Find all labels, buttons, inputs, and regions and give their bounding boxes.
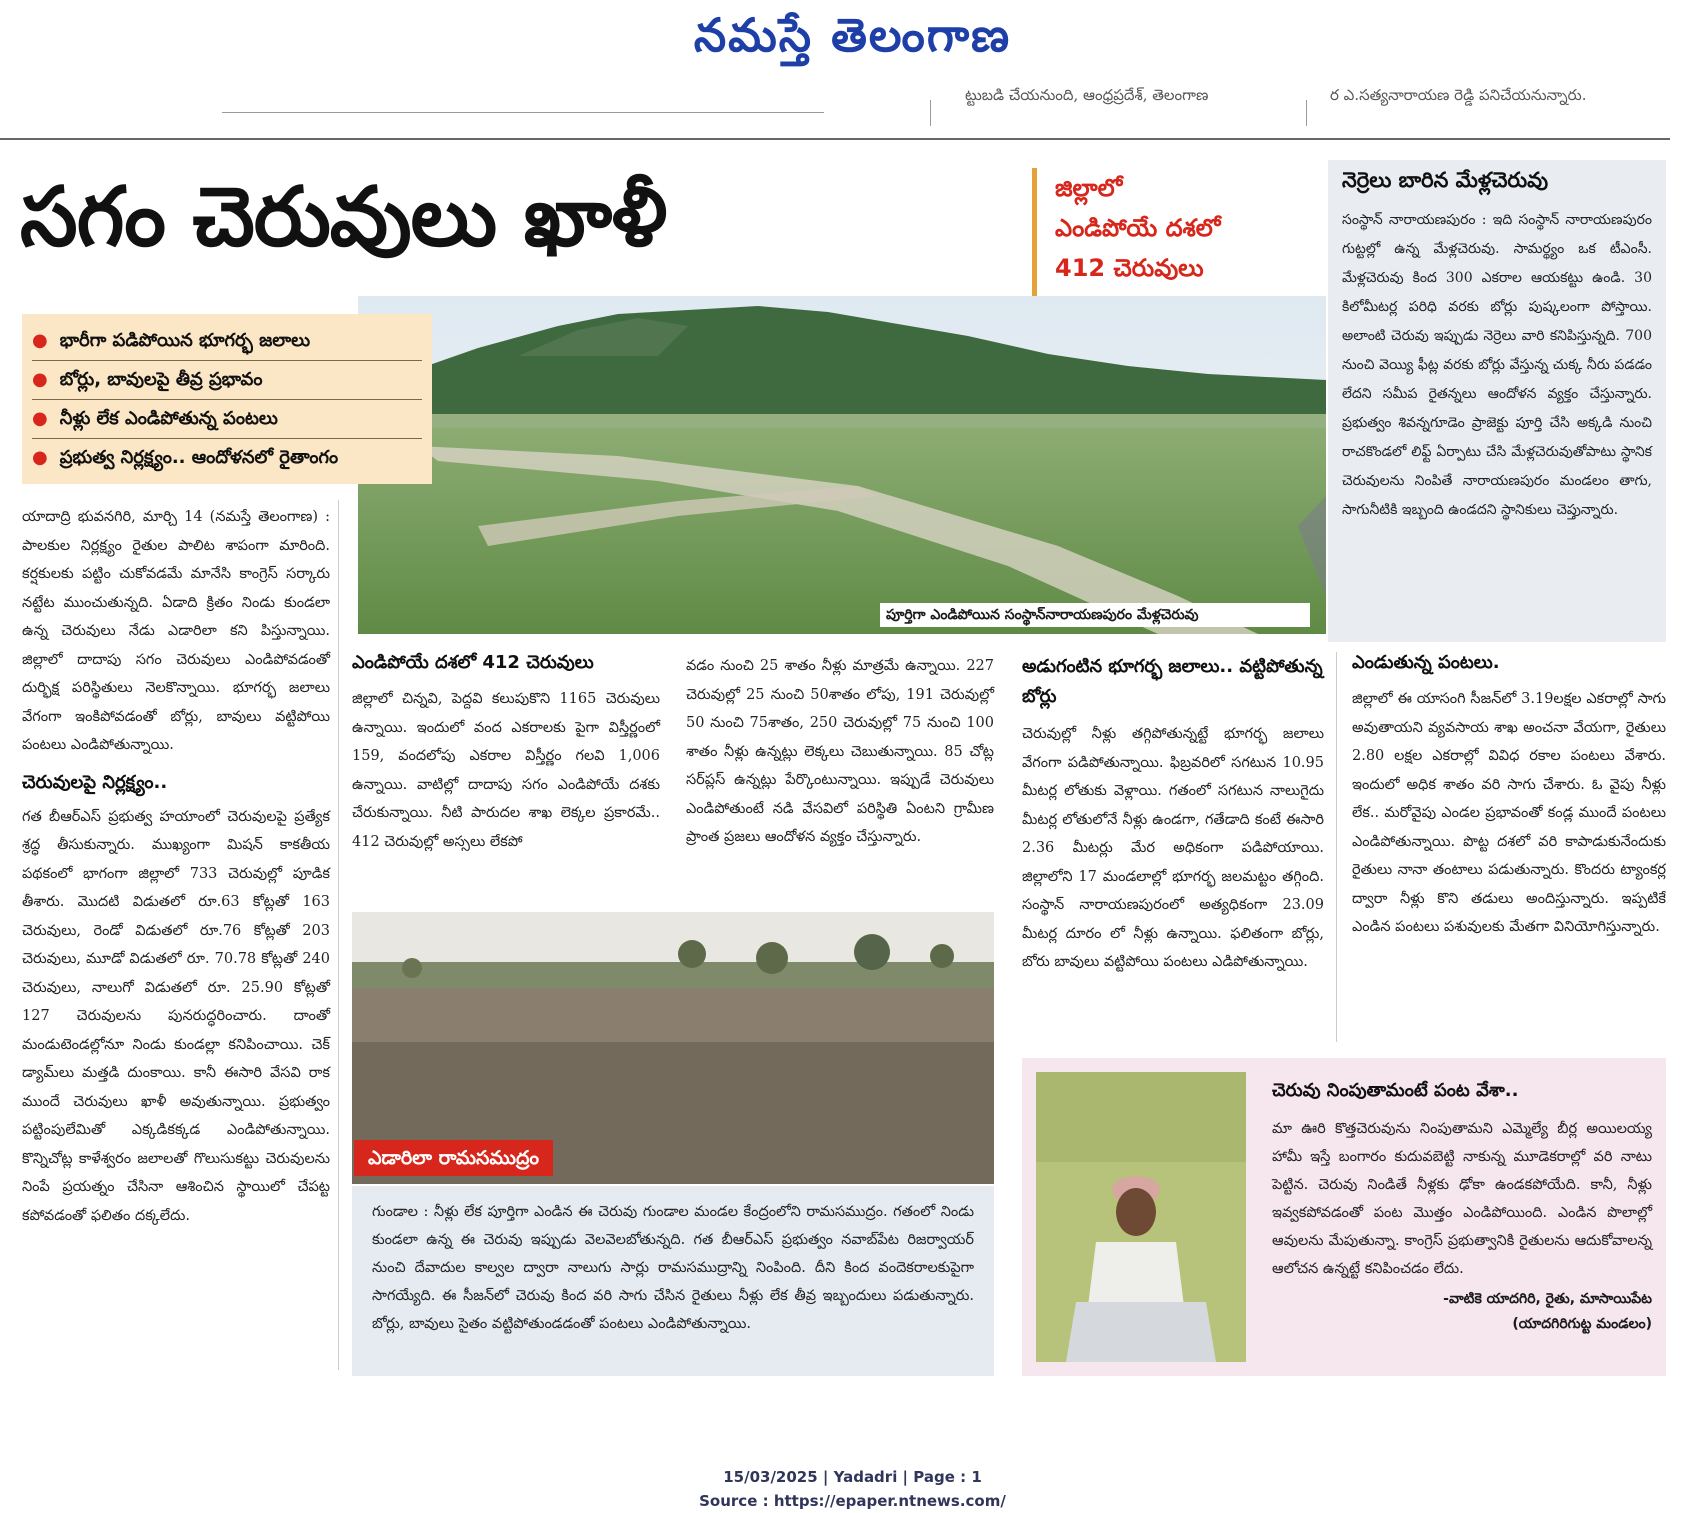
footer-date-page: 15/03/2025 | Yadadri | Page : 1 bbox=[723, 1468, 982, 1486]
farmer-photo bbox=[1036, 1072, 1246, 1362]
top-strip-fragment-mid: ట్టుబడి చేయనుంది, ఆంధ్రప్రదేశ్, తెలంగాణ bbox=[965, 86, 1209, 104]
photo1-caption: పూర్తిగా ఎండిపోయిన సంస్థాన్‌నారాయణపురం మేళ్లచెరువు bbox=[880, 603, 1310, 627]
article-column-1 bbox=[22, 503, 330, 1230]
highlight-item: ● నీళ్లు లేక ఎండిపోతున్న పంటలు bbox=[32, 400, 422, 439]
headline-callout bbox=[1032, 168, 1302, 296]
article-column-4 bbox=[1022, 652, 1324, 977]
subheading-neglect: చెరువులపై నిర్లక్ష్యం.. bbox=[22, 771, 168, 793]
quote-attribution: -వాటికె యాదగిరి, రైతు, మాసాయిపేట bbox=[1443, 1291, 1652, 1307]
highlight-item: ● బోర్లు, బావులపై తీవ్ర ప్రభావం bbox=[32, 361, 422, 400]
highlight-item: ● ప్రభుత్వ నిర్లక్ష్యం.. ఆందోళనలో రైతాంగం bbox=[32, 447, 339, 468]
column-divider bbox=[1336, 652, 1337, 1042]
article-body-col4: చెరువుల్లో నీళ్లు తగ్గిపోతున్నట్టే భూగర్భ జలాలు వేగంగా పడిపోతున్నాయి. ఫిబ్రవరిలో సగటున 10.95 మీటర్ల లోతుకు వెళ్లాయి. గతంలో సగటున నాలుగైదు మీటర్ల లోతులోనే నీళ్లు ఉండగా, గతేడాది కంటే ఈసారి 2.36 మీటర్లు మేర అధికంగా పడిపోయాయి. జిల్లాలోని 17 మండలాల్లో భూగర్భ జలమట్టం తగ్గింది. సంస్థాన్ నారాయణపురంలో అత్యధికంగా 23.09 మీటర్ల దూరం లో నీళ్లు ఉన్నాయి. ఫలితంగా బోర్లు, బోరు బావులు వట్టిపోయి పంటలు ఎడిపోతున్నాయి. bbox=[1022, 726, 1324, 970]
photo2-tag: ఎడారిలా రామసముద్రం bbox=[354, 1140, 553, 1176]
callout-line-3: 412 చెరువులు bbox=[1055, 254, 1204, 282]
farmer-image bbox=[1036, 1072, 1246, 1362]
newspaper-masthead bbox=[0, 0, 1705, 70]
article-body-col3: వడం నుంచి 25 శాతం నీళ్లు మాత్రమే ఉన్నాయి. 227 చెరువుల్లో 25 నుంచి 50శాతం లోపు, 191 చెరువుల్లో 50 నుంచి 75శాతం, 250 చెరువుల్లో 75 నుంచి 100 శాతం నీళ్లు ఉన్నట్లు లెక్కలు చెబుతున్నాయి. 85 చోట్ల సర్‌ప్లస్ ఉన్నట్లు పేర్కొంటున్నాయి. ఇప్పుడే చెరువులు ఎండిపోతుంటే నడి వేసవిలో పరిస్థితి ఏంటని గ్రామీణ ప్రాంత ప్రజలు ఆందోళన వ్యక్తం చేస్తున్నారు. bbox=[686, 658, 994, 845]
subheading-groundwater: అడుగంటిన భూగర్భ జలాలు.. వట్టిపోతున్న బోర్లు bbox=[1022, 656, 1323, 707]
footer-source: Source : https://epaper.ntnews.com/ bbox=[699, 1492, 1006, 1510]
highlights-box bbox=[22, 314, 432, 484]
callout-line-2: ఎండిపోయే దశలో bbox=[1055, 214, 1221, 242]
side-story-box bbox=[1328, 160, 1666, 642]
page-footer bbox=[0, 1465, 1705, 1513]
subheading-drying-crops: ఎండుతున్న పంటలు. bbox=[1352, 652, 1500, 673]
column-divider bbox=[338, 500, 339, 1370]
side-story-body: సంస్థాన్ నారాయణపురం : ఇది సంస్థాన్ నారాయణపురం గుట్టల్లో ఉన్న మేళ్లచెరువు. సామర్థ్యం ఒక టీఎంసీ. మేళ్లచెరువు కింద 300 ఎకరాల ఆయకట్టు ఉండి. 30 కిలోమీటర్ల పరిధి వరకు బోర్లు పుష్కలంగా పోస్తాయి. అలాంటి చెరువు ఇప్పుడు నెర్రెలు వారి కనిపిస్తున్నది. 700 నుంచి వెయ్యి ఫీట్ల వరకు బోర్లు వేస్తున్న చుక్క నీరు పడడం లేదని సమీప రైతన్నలు ఆందోళన వ్యక్తం చేస్తున్నారు. ప్రభుత్వం శివన్నగూడెం ప్రాజెక్టు పూర్తి చేసి అక్కడి నుంచి రాచకొండలో లిఫ్ట్ ఏర్పాటు చేసి మేళ్లచెరువుతోపాటు స్థానిక చెరువులను నింపితే నారాయణపురం మండలం తాగు, సాగునీటికి ఇబ్బంది ఉండదని స్థానికులు చెప్తున్నారు. bbox=[1342, 212, 1652, 518]
quote-title: చెరువు నింపుతామంటే పంట వేశా.. bbox=[1272, 1080, 1519, 1101]
article-column-2 bbox=[352, 652, 660, 856]
quote-body: మా ఊరి కొత్తచెరువును నింపుతామని ఎమ్మెల్యే బీర్ల అయిలయ్య హామీ ఇస్తే బంగారం కుదువబెట్టి నాకున్న మూడెకరాల్లో వరి నాటు పెట్టిన. చెరువు నిండితే నీళ్లకు ఢోకా ఉండకపోయేది. కానీ, నీళ్లు ఇవ్వకపోవడంతో పంట మొత్తం ఎండిపోయింది. ఎండిన పొలాల్లో ఆవులను మేపుతున్నా. కాంగ్రెస్ ప్రభుత్వానికి రైతులను ఆదుకోవాలన్న ఆలోచన ఉన్నట్టే కనిపించడం లేదు. bbox=[1272, 1121, 1652, 1277]
dry-lake-image bbox=[358, 296, 1326, 634]
photo2-caption-box bbox=[352, 1186, 994, 1376]
article-body-col5: జిల్లాలో ఈ యాసంగి సీజన్‌లో 3.19లక్షల ఎకరాల్లో సాగు అవుతాయని వ్యవసాయ శాఖ అంచనా వేయగా, రైతులు 2.80 లక్షల ఎకరాల్లో వివిధ రకాల పంటలు వేశారు. ఇందులో అధిక శాతం వరి సాగు చేశారు. ఓ వైపు నీళ్లు లేక.. మరోవైపు ఎండల ప్రభావంతో కండ్ల ముందే పంటలు ఎండిపోతున్నాయి. పొట్ట దశలో వరి కాపాడుకునేందుకు రైతులు నానా తంటాలు పడుతున్నారు. కొందరు ట్యాంకర్ల ద్వారా నీళ్లు కొని తడులు అందిస్తున్నారు. ఇప్పటికే ఎండిన పంటలు పశువులకు మేతగా వినియోగిస్తున్నారు. bbox=[1352, 691, 1666, 935]
quote-attribution-mandal: (యాదగిరిగుట్ట మండలం) bbox=[1512, 1316, 1652, 1332]
highlight-item: ● భారీగా పడిపోయిన భూగర్భ జలాలు bbox=[32, 322, 422, 361]
top-strip-fragment-right: ర ఎ.సత్యనారాయణ రెడ్డి పనిచేయనున్నారు. bbox=[1330, 86, 1587, 104]
article-column-5 bbox=[1352, 652, 1666, 942]
callout-line-1: జిల్లాలో bbox=[1055, 174, 1123, 202]
masthead-title: నమస్తే తెలంగాణ bbox=[693, 8, 1012, 62]
farmer-quote-box bbox=[1022, 1058, 1666, 1376]
article-intro: యాదాద్రి భువనగిరి, మార్చి 14 (నమస్తే తెలంగాణ) : పాలకుల నిర్లక్ష్యం రైతుల పాలిట శాపంగా మారింది. కర్షకులకు పట్టిం చుకోవడమే మానేసి కాంగ్రెస్ సర్కారు నట్టేట ముంచుతున్నది. ఏడాది క్రితం నిండు కుండలా ఉన్న చెరువులు నేడు ఎడారిలా కని పిస్తున్నాయి. జిల్లాలో దాదాపు సగం చెరువులు ఎండిపోవడంతో దుర్భిక్ష పరిస్థితులు నెలకొన్నాయి. భూగర్భ జలాలు వేగంగా ఇంకిపోవడంతో బోర్లు, బావులు వట్టిపోయి పంటలు ఎండిపోతున్నాయి. bbox=[22, 509, 330, 753]
main-headline: సగం చెరువులు ఖాళీ bbox=[20, 170, 667, 265]
article-body-col2: జిల్లాలో చిన్నవి, పెద్దవి కలుపుకొని 1165 చెరువులు ఉన్నాయి. ఇందులో వంద ఎకరాలకు పైగా విస్తీర్ణంలో 159, వందలోపు ఎకరాల విస్తీర్ణం గలవి 1,006 ఉన్నాయి. వాటిల్లో దాదాపు సగం ఎండిపోయే దశకు చేరుకున్నాయి. నీటి పారుదల శాఖ లెక్కల ప్రకారమే.. 412 చెరువుల్లో అస్సలు లేకపో bbox=[352, 691, 660, 850]
page-top-rule bbox=[0, 138, 1670, 140]
article-body-col1: గత బీఆర్ఎస్ ప్రభుత్వ హయాంలో చెరువులపై ప్రత్యేక శ్రద్ధ తీసుకున్నారు. ముఖ్యంగా మిషన్ కాకతీయ పథకంలో భాగంగా జిల్లాలో 733 చెరువుల్లో పూడిక తీశారు. మొదటి విడుతలో రూ.63 కోట్లతో 163 చెరువులు, రెండో విడుతలో రూ.76 కోట్లతో 203 చెరువులు, మూడో విడుతలో రూ. 70.78 కోట్లతో 240 చెరువులు, నాలుగో విడుతలో రూ. 25.90 కోట్లతో 127 చెరువులను పునరుద్ధరించారు. దాంతో మండుటెండల్లోనూ నిండు కుండల్లా కనిపించాయి. చెక్ డ్యామ్‌లు మత్తడి దుంకాయి. కానీ ఈసారి వేసవి రాక ముందే చెరువులు ఖాళీ అవుతున్నాయి. ప్రభుత్వం పట్టింపులేమితో ఎక్కడికక్కడ ఎండిపోతున్నాయి. కొన్నిచోట్ల కాళేశ్వరం జలాలతో గొలుసుకట్టు చెరువులను నింపే ప్రయత్నం చేసినా ఆశించిన స్థాయిలో చేపట్ట కపోవడంతో ఫలితం దక్కలేదు. bbox=[22, 808, 330, 1224]
top-divider-vert-2 bbox=[1306, 100, 1307, 126]
photo2-caption: గుండాల : నీళ్లు లేక పూర్తిగా ఎండిన ఈ చెరువు గుండాల మండల కేంద్రంలోని రామసముద్రం. గతంలో నిండు కుండలా ఉన్న ఈ చెరువు ఇప్పుడు వెలవెలబోతున్నది. గత బీఆర్ఎస్ ప్రభుత్వం నవాబ్‌పేట రిజర్వాయర్ నుంచి దేవాదుల కాల్వల ద్వారా నాలుగు సార్లు రామసముద్రాన్ని నింపింది. దీని కింద వందెకరాలకుపైగా సాగయ్యేది. ఈ సీజన్‌లో చెరువు కింద వరి సాగు చేసిన రైతులు నీళ్లు లేక తీవ్ర ఇబ్బందులు పడుతున్నారు. బోర్లు, బావులు సైతం వట్టిపోతుండడంతో పంటలు ఎండిపోతున్నాయి. bbox=[372, 1204, 974, 1332]
top-divider-vert-1 bbox=[930, 100, 931, 126]
side-story-title: నెర్రెలు బారిన మేళ్లచెరువు bbox=[1342, 168, 1549, 192]
top-divider-left bbox=[222, 112, 824, 113]
lake-photo bbox=[358, 296, 1326, 634]
subheading-412-lakes: ఎండిపోయే దశలో 412 చెరువులు bbox=[352, 652, 594, 673]
article-column-3 bbox=[686, 652, 994, 852]
